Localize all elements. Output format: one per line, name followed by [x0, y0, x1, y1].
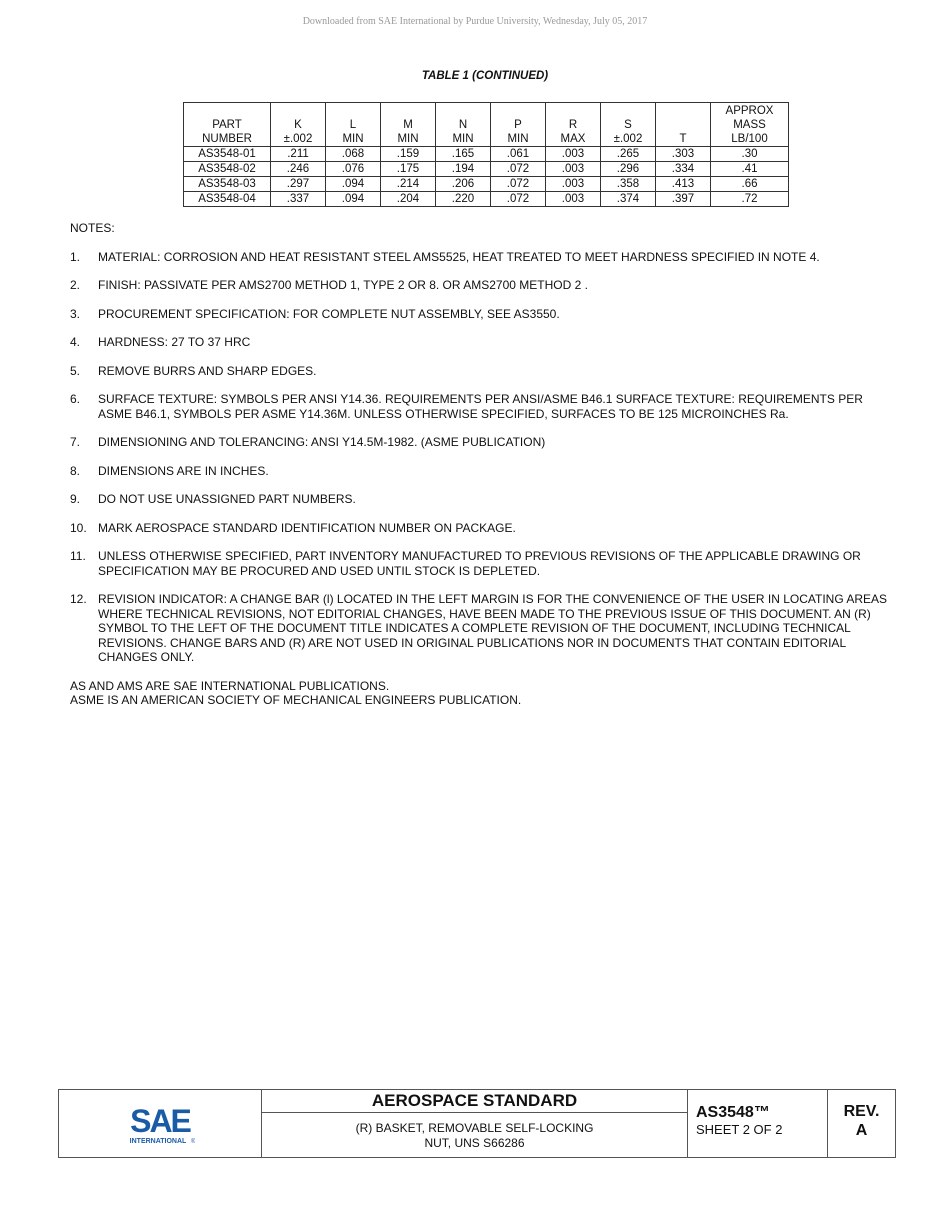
column-header [271, 103, 326, 147]
column-header-line: NUMBER [202, 133, 252, 145]
note-text: REMOVE BURRS AND SHARP EDGES. [98, 363, 317, 378]
note-text: PROCUREMENT SPECIFICATION: FOR COMPLETE NUT ASSEMBLY, SEE AS3550. [98, 306, 560, 321]
note-text: DIMENSIONING AND TOLERANCING: ANSI Y14.5M-1982. (ASME PUBLICATION) [98, 435, 546, 449]
note-number: 10. [70, 520, 87, 535]
table-cell: .072 [491, 177, 546, 192]
table-cell: .068 [326, 147, 381, 162]
document-number-cell [688, 1090, 828, 1157]
note-item [70, 307, 890, 322]
note-text: DIMENSIONS ARE IN INCHES. [98, 463, 269, 478]
table-cell: .246 [271, 162, 326, 177]
note-number: 2. [70, 278, 81, 292]
table-cell: .220 [436, 192, 491, 207]
note-text: MATERIAL: CORROSION AND HEAT RESISTANT STEEL AMS5525, HEAT TREATED TO MEET HARDNESS SPECIFIED IN NOTE 4. [98, 249, 820, 264]
column-header [491, 103, 546, 147]
column-header-line: APPROX [725, 105, 774, 117]
note-item [70, 435, 890, 450]
note-item [70, 392, 890, 421]
column-header-line: MIN [397, 133, 419, 145]
column-header [711, 103, 789, 147]
table-cell: .003 [546, 177, 601, 192]
column-header-line: ±.002 [613, 133, 643, 145]
note-text: REVISION INDICATOR: A CHANGE BAR (l) LOCATED IN THE LEFT MARGIN IS FOR THE CONVENIENCE OF THE USER IN LOCATING AREAS WHERE TECHNICAL REVISIONS, NOT EDITORIAL CHANGES, HAVE BEEN MADE TO THE PREVIOUS ISSUE OF THIS DOCUMENT. AN (R) SYMBOL TO THE LEFT OF THE DOCUMENT TITLE INDICATES A COMPLETE REVISION OF THE DOCUMENT, INCLUDING TECHNICAL REVISIONS. CHANGE BARS AND (R) ARE NOT USED IN ORIGINAL PUBLICATIONS NOR IN DOCUMENTS THAT CONTAIN EDITORIAL CHANGES ONLY. [98, 592, 888, 664]
note-item [70, 464, 890, 479]
sae-logo [59, 1090, 262, 1157]
table-cell: .003 [546, 162, 601, 177]
table-cell: .30 [711, 147, 789, 162]
publication-note: AS AND AMS ARE SAE INTERNATIONAL PUBLICATIONS. [70, 678, 390, 693]
registered-mark: ® [191, 1138, 195, 1145]
table-row [184, 177, 789, 192]
column-header [656, 103, 711, 147]
note-text: SURFACE TEXTURE: SYMBOLS PER ANSI Y14.36. REQUIREMENTS PER ANSI/ASME B46.1 SURFACE TEXTURE: REQUIREMENTS PER ASME B46.1, SYMBOLS PER ASME Y14.36M. UNLESS OTHERWISE SPECIFIED, SURFACES TO BE 125 MICROINCHES Ra. [98, 392, 863, 421]
table-cell: .211 [271, 147, 326, 162]
column-header-line: T [679, 133, 687, 145]
note-item [70, 592, 890, 665]
table-cell: .204 [381, 192, 436, 207]
table-cell: .214 [381, 177, 436, 192]
dimensions-table [183, 102, 789, 207]
table-cell: .358 [601, 177, 656, 192]
table-cell: AS3548-03 [184, 177, 271, 192]
table-cell: .206 [436, 177, 491, 192]
column-header-line: MIN [342, 133, 364, 145]
table-row [184, 192, 789, 207]
notes-section [70, 221, 890, 708]
table-cell: .165 [436, 147, 491, 162]
column-header-line: ±.002 [283, 133, 313, 145]
note-item [70, 364, 890, 379]
column-header-line: L [349, 119, 357, 131]
note-number: 1. [70, 249, 81, 264]
document-description [262, 1113, 687, 1157]
column-header-line: K [294, 119, 302, 131]
table-cell: AS3548-04 [184, 192, 271, 207]
table-cell: .159 [381, 147, 436, 162]
table-cell: .374 [601, 192, 656, 207]
table-cell: .334 [656, 162, 711, 177]
table-cell: .094 [326, 177, 381, 192]
column-header-line: S [624, 119, 632, 131]
table-cell: .337 [271, 192, 326, 207]
note-item [70, 335, 890, 350]
note-number: 3. [70, 306, 81, 321]
note-number: 5. [70, 363, 81, 378]
column-header-line: MAX [560, 133, 586, 145]
table-cell: .194 [436, 162, 491, 177]
column-header [381, 103, 436, 147]
column-header-line: LB/100 [731, 133, 768, 145]
table-cell: AS3548-02 [184, 162, 271, 177]
table-cell: .072 [491, 192, 546, 207]
column-header-line: M [403, 119, 413, 131]
description-line: NUT, UNS S66286 [424, 1136, 525, 1150]
column-header-line: MIN [507, 133, 529, 145]
description-line: (R) BASKET, REMOVABLE SELF-LOCKING [355, 1121, 594, 1135]
table-cell: .413 [656, 177, 711, 192]
table-cell: .41 [711, 162, 789, 177]
note-number: 6. [70, 392, 81, 406]
note-text: FINISH: PASSIVATE PER AMS2700 METHOD 1, TYPE 2 OR 8. OR AMS2700 METHOD 2 . [98, 278, 588, 292]
note-item [70, 549, 890, 578]
table-cell: .094 [326, 192, 381, 207]
note-text: HARDNESS: 27 TO 37 HRC [98, 335, 251, 349]
note-number: 9. [70, 492, 81, 506]
title-middle [262, 1090, 688, 1157]
table-cell: .72 [711, 192, 789, 207]
document-number: AS3548™ [696, 1104, 770, 1121]
column-header [601, 103, 656, 147]
table-cell: .061 [491, 147, 546, 162]
table-row [184, 162, 789, 177]
note-number: 4. [70, 335, 81, 349]
sae-logo-icon [125, 1102, 195, 1146]
note-text: DO NOT USE UNASSIGNED PART NUMBERS. [98, 492, 356, 506]
table-cell: .175 [381, 162, 436, 177]
column-header [326, 103, 381, 147]
note-number: 8. [70, 463, 81, 478]
column-header-line: N [458, 119, 468, 131]
note-number: 12. [70, 592, 87, 606]
column-header-line: R [568, 119, 578, 131]
publication-note: ASME IS AN AMERICAN SOCIETY OF MECHANICAL ENGINEERS PUBLICATION. [70, 693, 522, 707]
table-cell: .265 [601, 147, 656, 162]
note-text: UNLESS OTHERWISE SPECIFIED, PART INVENTORY MANUFACTURED TO PREVIOUS REVISIONS OF THE APPLICABLE DRAWING OR SPECIFICATION MAY BE PROCURED AND USED UNTIL STOCK IS DEPLETED. [98, 549, 861, 578]
column-header-line: MASS [733, 119, 766, 131]
table-row [184, 147, 789, 162]
column-header [184, 103, 271, 147]
column-header-line [656, 118, 710, 132]
table-cell: .397 [656, 192, 711, 207]
table-cell: .297 [271, 177, 326, 192]
note-item [70, 521, 890, 536]
table-cell: .003 [546, 147, 601, 162]
note-item [70, 278, 890, 293]
table-header-row [184, 103, 789, 147]
table-cell: .303 [656, 147, 711, 162]
logo-subtitle: INTERNATIONAL [129, 1137, 187, 1145]
sheet-number: SHEET 2 OF 2 [696, 1122, 783, 1137]
revision-label: REV. [843, 1103, 880, 1120]
column-header-line: PART [212, 119, 242, 131]
table-title: TABLE 1 (CONTINUED) [421, 70, 549, 82]
table-cell: .66 [711, 177, 789, 192]
revision-value: A [855, 1122, 868, 1139]
note-item [70, 250, 890, 265]
table-cell: .296 [601, 162, 656, 177]
logo-letters: SAE [130, 1102, 190, 1139]
note-item [70, 492, 890, 507]
title-block [58, 1089, 896, 1158]
note-text: MARK AEROSPACE STANDARD IDENTIFICATION NUMBER ON PACKAGE. [98, 520, 516, 535]
revision-cell [828, 1090, 895, 1157]
table-cell: AS3548-01 [184, 147, 271, 162]
standard-type: AEROSPACE STANDARD [262, 1090, 687, 1113]
table-cell: .003 [546, 192, 601, 207]
download-watermark: Downloaded from SAE International by Purdue University, Wednesday, July 05, 2017 [302, 16, 648, 27]
column-header [436, 103, 491, 147]
note-number: 11. [70, 549, 86, 563]
notes-list [70, 250, 890, 665]
column-header-line: MIN [452, 133, 474, 145]
column-header [546, 103, 601, 147]
table-body [184, 147, 789, 207]
note-number: 7. [70, 435, 81, 449]
column-header-line: P [514, 119, 522, 131]
table-cell: .072 [491, 162, 546, 177]
table-cell: .076 [326, 162, 381, 177]
notes-heading: NOTES: [70, 221, 115, 235]
